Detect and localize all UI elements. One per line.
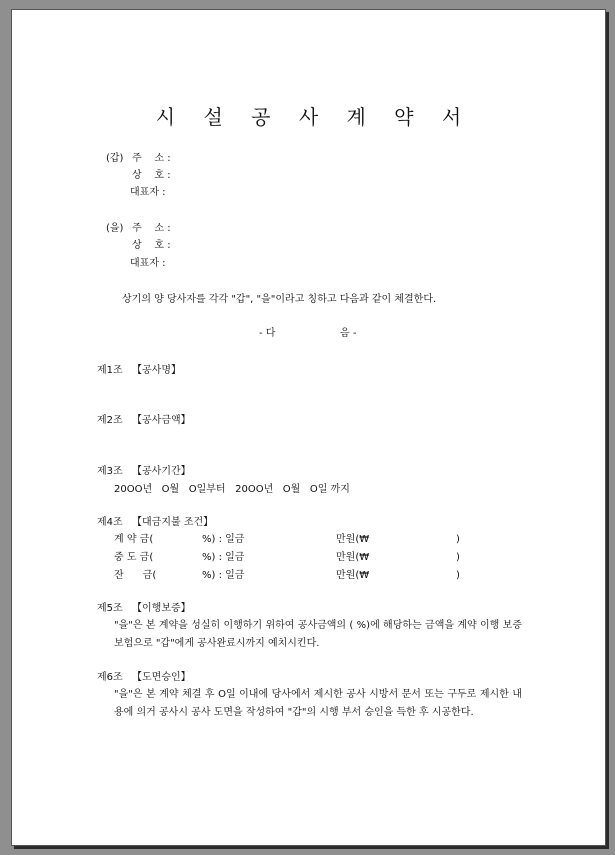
- article-4-label: 제4조: [97, 517, 123, 528]
- document-page: [11, 9, 606, 846]
- article-6-heading: 【도면승인】: [132, 672, 191, 683]
- article-2-label: 제2조: [97, 415, 123, 426]
- below-right: 음 -: [340, 328, 357, 339]
- article-6-label: 제6조: [97, 672, 123, 683]
- payment-row-close: ): [456, 552, 460, 563]
- payment-row-name: 잔 금(: [114, 570, 157, 581]
- party-b-rep-label: 대표자 :: [130, 258, 166, 269]
- party-b-prefix: (을): [106, 223, 124, 234]
- payment-row-pct: %) : 일금: [202, 534, 245, 545]
- payment-row-amount: 만원(₩: [336, 570, 370, 581]
- article-6-text: "을"은 본 계약 체결 후 O일 이내에 당사에서 제시한 공사 시방서 문서 또는 구두로 제시한 내용에 의거 공사시 공사 도면을 작성하여 "갑"의 시행 부서 승인을 득한 후 시공한다.: [114, 689, 522, 718]
- article-3-label: 제3조: [97, 466, 123, 477]
- intro-text: 상기의 양 당사자를 각각 "갑", "을"이라고 칭하고 다음과 같이 체결한다.: [122, 294, 437, 305]
- page-title: 시 설 공 사 계 약 서: [155, 105, 473, 129]
- payment-row-name: 중 도 금(: [114, 552, 154, 563]
- article-3-heading: 【공사기간】: [132, 466, 191, 477]
- party-a-rep-label: 대표자 :: [130, 187, 166, 198]
- party-a-company-label: 상 호 :: [132, 170, 171, 181]
- article-1-heading: 【공사명】: [132, 365, 181, 376]
- party-a-prefix: (갑): [106, 153, 124, 164]
- payment-row-close: ): [456, 570, 460, 581]
- payment-row-pct: %) : 일금: [202, 570, 245, 581]
- party-b-company-label: 상 호 :: [132, 240, 171, 251]
- article-5-heading: 【이행보증】: [132, 603, 191, 614]
- article-4-heading: 【대금지불 조건】: [132, 517, 214, 528]
- article-2-heading: 【공사금액】: [132, 415, 191, 426]
- payment-row-amount: 만원(₩: [336, 552, 370, 563]
- article-5-text: "을"은 본 계약을 성실히 이행하기 위하여 공사금액의 ( %)에 해당하는 금액을 계약 이행 보증보험으로 "갑"에게 공사완료시까지 예치시킨다.: [114, 620, 522, 649]
- payment-row-name: 계 약 금(: [114, 534, 154, 545]
- article-3-text: 20OO년 O월 O일부터 20OO년 O월 O일 까지: [114, 484, 350, 495]
- article-1-label: 제1조: [97, 365, 123, 376]
- party-b-address-label: 주 소 :: [132, 223, 171, 234]
- below-left: - 다: [259, 328, 276, 339]
- article-5-label: 제5조: [97, 603, 123, 614]
- party-a-address-label: 주 소 :: [132, 153, 171, 164]
- payment-row-pct: %) : 일금: [202, 552, 245, 563]
- payment-row-amount: 만원(₩: [336, 534, 370, 545]
- payment-row-close: ): [456, 534, 460, 545]
